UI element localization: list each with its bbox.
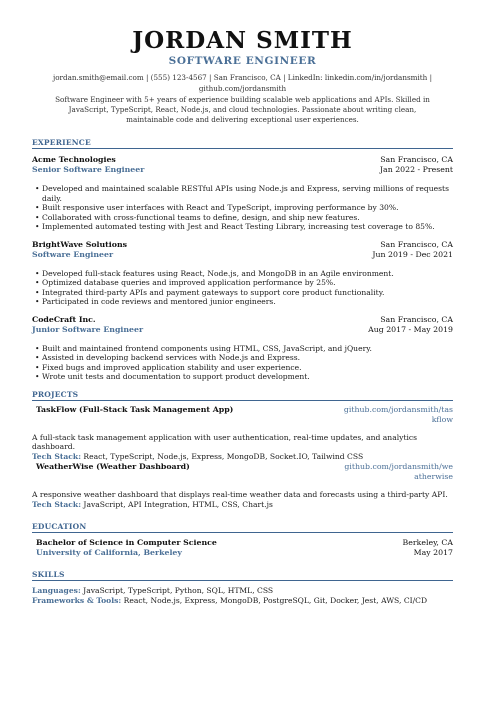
skills-languages	[32, 586, 453, 596]
job-role: Junior Software Engineer	[32, 324, 144, 334]
section-divider	[32, 532, 453, 533]
project-link[interactable]: github.com/jordansmith/taskflow	[343, 404, 453, 424]
job-dates: Jan 2022 - Present	[379, 165, 453, 174]
tech-stack-value: JavaScript, API Integration, HTML, CSS, Chart.js	[81, 499, 273, 509]
project-description: A full-stack task management application with user authentication, real-time updates, and analytics dashboard.	[32, 432, 418, 451]
bullet-list	[32, 184, 453, 232]
project-entry	[32, 462, 453, 509]
bullet-item: • Assisted in developing backend services with Node.js and Express.	[42, 353, 453, 363]
skills-languages-label: Languages:	[32, 586, 81, 595]
section-heading-projects: PROJECTS	[32, 389, 79, 399]
section-divider	[32, 400, 453, 401]
degree: Bachelor of Science in Computer Science	[36, 538, 217, 547]
bullet-item: • Participated in code reviews and mentored junior engineers.	[42, 297, 453, 307]
tech-stack-value: React, TypeScript, Node.js, Express, MongoDB, Socket.IO, Tailwind CSS	[81, 451, 364, 461]
skills-frameworks-value: React, Node.js, Express, MongoDB, PostgreSQL, Git, Docker, Jest, AWS, CI/CD	[121, 596, 428, 605]
bullet-item: • Developed full-stack features using React, Node.js, and MongoDB in an Agile environment.	[42, 269, 453, 279]
school-name: University of California, Berkeley	[36, 548, 182, 557]
project-name: WeatherWise (Weather Dashboard)	[36, 462, 190, 471]
job-location: San Francisco, CA	[380, 239, 453, 249]
skills-languages-value: JavaScript, TypeScript, Python, SQL, HTML, CSS	[80, 586, 274, 595]
company-name: Acme Technologies	[32, 155, 116, 164]
company-name: CodeCraft Inc.	[32, 314, 96, 324]
bullet-item: • Built responsive user interfaces with React and TypeScript, improving performance by 30%.	[42, 203, 453, 213]
candidate-title: SOFTWARE ENGINEER	[168, 55, 317, 67]
bullet-list	[32, 269, 453, 307]
experience-entry	[32, 240, 453, 307]
summary: Software Engineer with 5+ years of experience building scalable web applications and APIs. Skilled in JavaScript, TypeScript, React, Node.js, and cloud technologies. Passionate about writing clean, maintainable code and delivering exceptional user experiences.	[55, 95, 430, 124]
resume-page	[0, 27, 485, 712]
bullet-item: • Optimized database queries and improved application performance by 25%.	[42, 278, 453, 288]
bullet-item: • Fixed bugs and improved application stability and user experience.	[42, 363, 453, 373]
bullet-list	[32, 344, 453, 382]
project-entry	[32, 405, 453, 462]
section-heading-experience: EXPERIENCE	[32, 138, 91, 147]
experience-entry	[32, 155, 453, 232]
school-location: Berkeley, CA	[402, 538, 453, 547]
skills-frameworks	[32, 596, 453, 606]
company-name: BrightWave Solutions	[32, 239, 128, 249]
contact-line: jordan.smith@email.com | (555) 123-4567 | San Francisco, CA | LinkedIn: linkedin.com/in/jordansmith | github.com/jordansmith	[52, 73, 433, 93]
bullet-item: • Collaborated with cross-functional teams to define, design, and ship new features.	[42, 213, 453, 223]
project-link[interactable]: github.com/jordansmith/weatherwise	[344, 462, 453, 481]
tech-stack-label: Tech Stack:	[32, 499, 81, 509]
skills-block	[32, 586, 453, 606]
candidate-name: JORDAN SMITH	[132, 27, 353, 54]
project-tech-stack	[32, 452, 453, 462]
bullet-item: • Wrote unit tests and documentation to support product development.	[42, 372, 453, 382]
section-divider	[32, 580, 453, 581]
education-entry	[32, 538, 453, 558]
project-tech-stack	[32, 500, 453, 510]
job-role: Software Engineer	[32, 249, 114, 259]
bullet-item: • Implemented automated testing with Jest and React Testing Library, increasing test coverage to 85%.	[42, 222, 453, 232]
section-heading-education: EDUCATION	[32, 522, 87, 531]
job-location: San Francisco, CA	[380, 314, 453, 324]
skills-frameworks-label: Frameworks & Tools:	[32, 596, 122, 605]
job-dates: Jun 2019 - Dec 2021	[372, 249, 453, 259]
bullet-item: • Integrated third-party APIs and payment gateways to support core product functionality.	[42, 288, 453, 298]
job-dates: Aug 2017 - May 2019	[368, 324, 453, 334]
project-name: TaskFlow (Full-Stack Task Management App)	[36, 404, 234, 414]
tech-stack-label: Tech Stack:	[32, 451, 81, 461]
section-divider	[32, 148, 453, 149]
section-heading-skills: SKILLS	[32, 570, 65, 579]
graduation-date: May 2017	[413, 548, 453, 557]
bullet-item: • Built and maintained frontend components using HTML, CSS, JavaScript, and jQuery.	[42, 344, 453, 354]
experience-entry	[32, 315, 453, 382]
job-role: Senior Software Engineer	[32, 165, 145, 174]
job-location: San Francisco, CA	[380, 155, 453, 164]
bullet-item: • Developed and maintained scalable RESTful APIs using Node.js and Express, serving millions of requests daily.	[42, 184, 453, 203]
project-description: A responsive weather dashboard that displays real-time weather data and forecasts using a third-party API.	[32, 490, 448, 499]
